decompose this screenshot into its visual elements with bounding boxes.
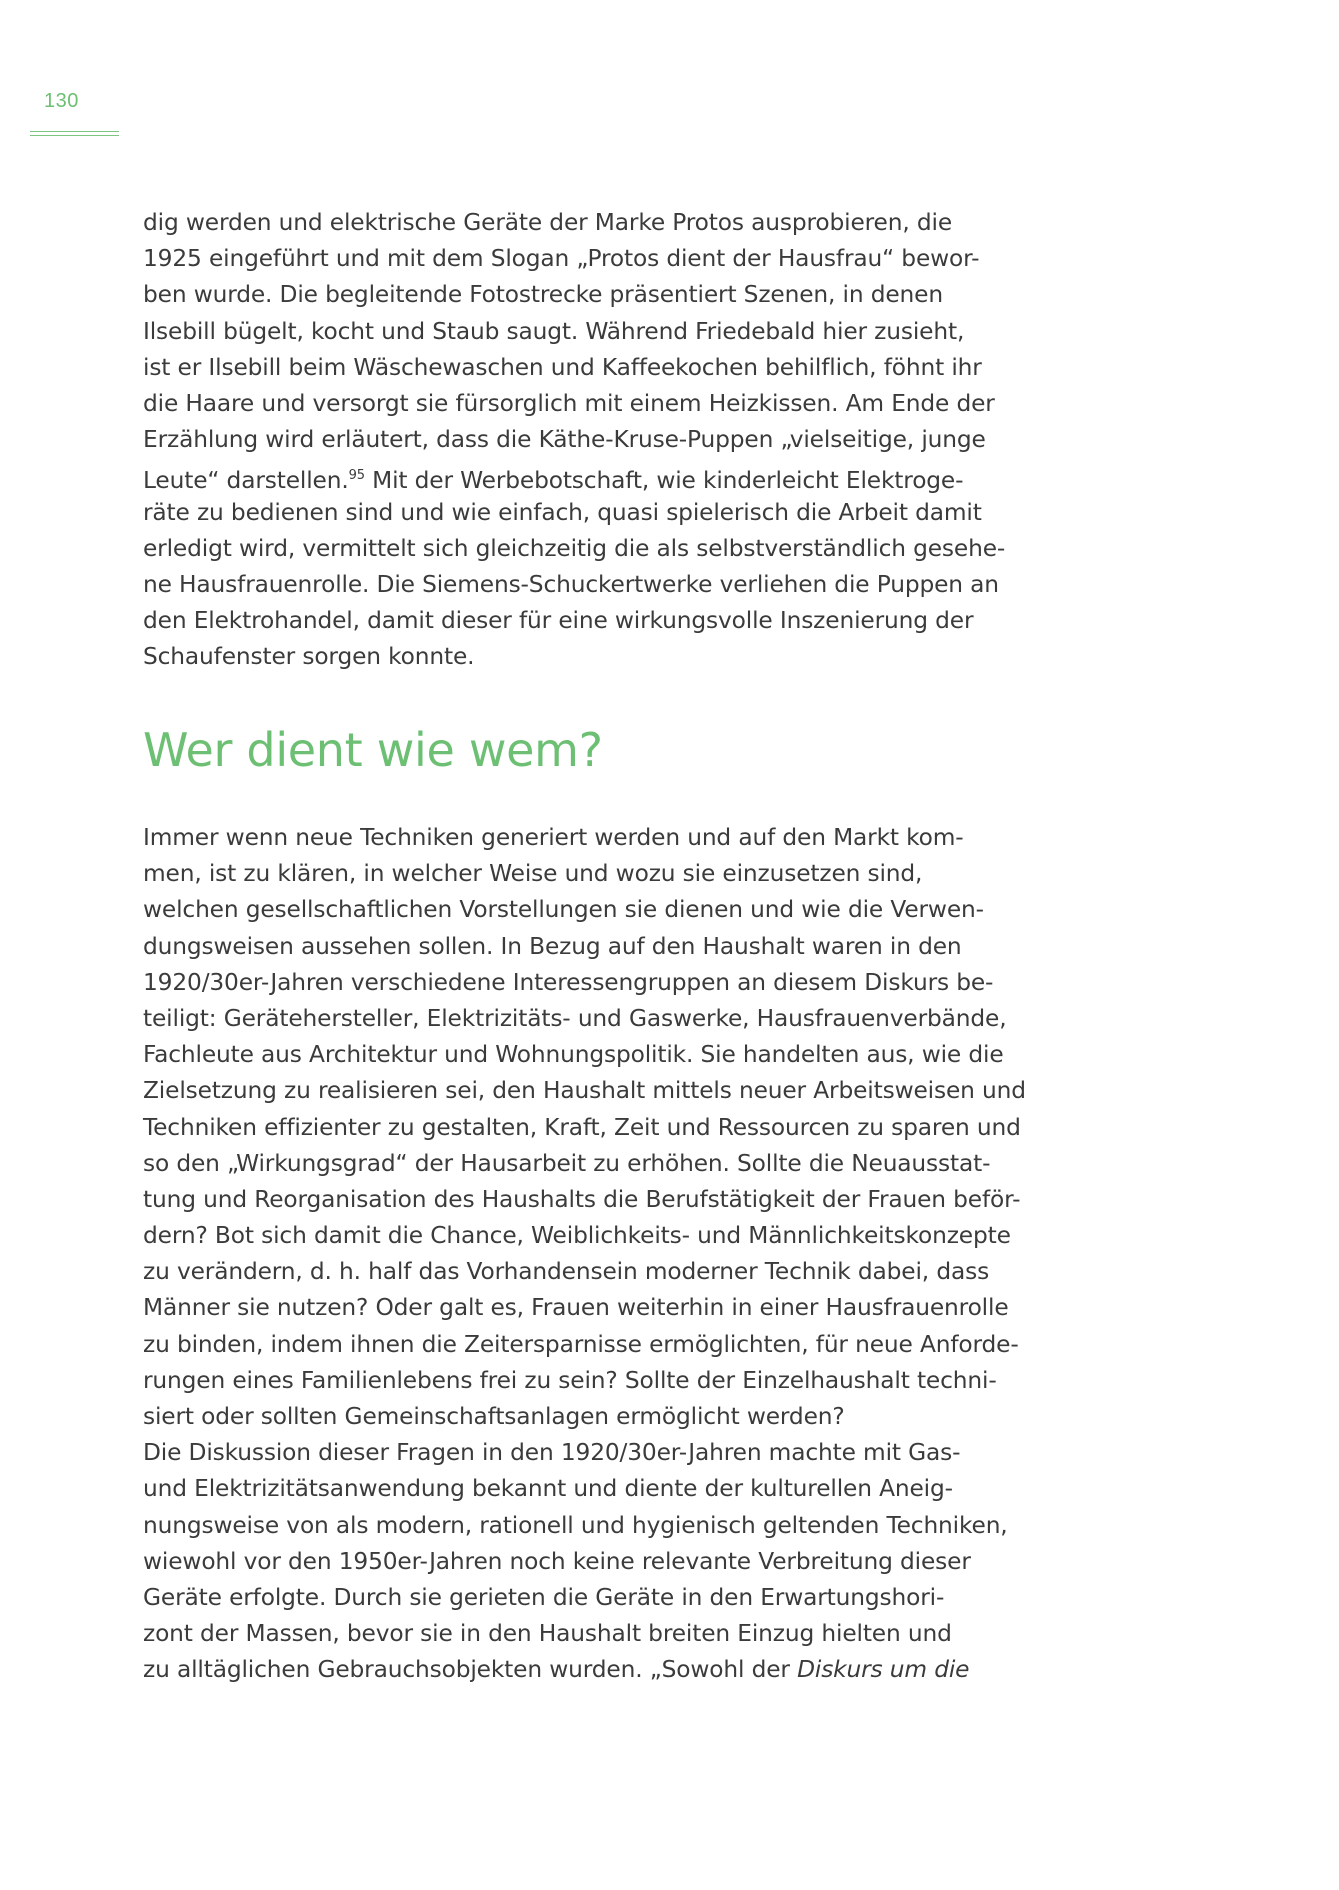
paragraph-2 [143,820,1026,1689]
text-line: zont der Massen, bevor sie in den Haushalt breiten Einzug hielten und [143,1620,952,1648]
text-line-with-footnote [143,458,1005,494]
paragraph-1 [143,205,1005,675]
text-line: Die Diskussion dieser Fragen in den 1920/30er-Jahren machte mit Gas- [143,1439,961,1467]
text-line: rungen eines Familienlebens frei zu sein? Sollte der Einzelhaushalt techni- [143,1366,997,1394]
text-line: Erzählung wird erläutert, dass die Käthe-Kruse-Puppen „vielseitige, junge [143,426,986,454]
text-line: räte zu bedienen sind und wie einfach, quasi spielerisch die Arbeit damit [143,498,982,526]
text-line: ben wurde. Die begleitende Fotostrecke präsentiert Szenen, in denen [143,281,943,309]
text-line: ist er Ilsebill beim Wäschewaschen und Kaffeekochen behilflich, föhnt ihr [143,353,982,381]
text-segment: Leute“ darstellen. [143,467,349,495]
text-line: men, ist zu klären, in welcher Weise und wozu sie einzusetzen sind, [143,860,923,888]
text-line: so den „Wirkungsgrad“ der Hausarbeit zu erhöhen. Sollte die Neuausstat- [143,1149,991,1177]
text-line: dungsweisen aussehen sollen. In Bezug auf den Haushalt waren in den [143,932,962,960]
text-line: siert oder sollten Gemeinschaftsanlagen ermöglicht werden? [143,1403,845,1430]
text-line: welchen gesellschaftlichen Vorstellungen sie dienen und wie die Verwen- [143,896,984,924]
text-line: Geräte erfolgte. Durch sie gerieten die Geräte in den Erwartungshori- [143,1583,945,1611]
text-line: 1920/30er-Jahren verschiedene Interessengruppen an diesem Diskurs be- [143,968,994,996]
text-line: den Elektrohandel, damit dieser für eine wirkungsvolle Inszenierung der [143,607,974,635]
text-line: Fachleute aus Architektur und Wohnungspolitik. Sie handelten aus, wie die [143,1041,1004,1069]
text-line: die Haare und versorgt sie fürsorglich mit einem Heizkissen. Am Ende der [143,389,995,417]
text-line: Immer wenn neue Techniken generiert werden und auf den Markt kom- [143,824,964,851]
text-line-with-italic [143,1652,1026,1688]
header-rule-line-bottom [30,135,119,136]
text-line: dern? Bot sich damit die Chance, Weiblichkeits- und Männlichkeitskonzepte [143,1222,1011,1250]
text-line: Männer sie nutzen? Oder galt es, Frauen weiterhin in einer Hausfrauenrolle [143,1294,1009,1322]
text-line: und Elektrizitätsanwendung bekannt und diente der kulturellen Aneig- [143,1475,953,1503]
text-line: nungsweise von als modern, rationell und hygienisch geltenden Techniken, [143,1511,1008,1539]
page-number: 130 [44,90,79,112]
text-line: teiligt: Gerätehersteller, Elektrizitäts- und Gaswerke, Hausfrauenverbände, [143,1004,1007,1032]
footnote-reference[interactable]: 95 [348,468,365,484]
text-line: Schaufenster sorgen konnte. [143,643,475,671]
text-segment: Mit der Werbebotschaft, wie kinderleicht Elektroge- [364,467,964,495]
text-line: Techniken effizienter zu gestalten, Kraft, Zeit und Ressourcen zu sparen und [143,1113,1021,1141]
text-line: 1925 eingeführt und mit dem Slogan „Protos dient der Hausfrau“ bewor- [143,245,980,273]
header-rule-line-top [30,131,119,132]
italic-segment: Diskurs um die [797,1656,970,1684]
text-line: dig werden und elektrische Geräte der Marke Protos ausprobieren, die [143,209,953,236]
text-line: ne Hausfrauenrolle. Die Siemens-Schuckertwerke verliehen die Puppen an [143,570,999,598]
text-line: zu binden, indem ihnen die Zeitersparnisse ermöglichten, für neue Anforde- [143,1330,1019,1358]
text-line: zu verändern, d. h. half das Vorhandensein moderner Technik dabei, dass [143,1258,990,1286]
text-segment: zu alltäglichen Gebrauchsobjekten wurden. „Sowohl der [143,1656,798,1684]
text-line: erledigt wird, vermittelt sich gleichzeitig die als selbstverständlich gesehe- [143,534,1006,562]
text-line: wiewohl vor den 1950er-Jahren noch keine relevante Verbreitung dieser [143,1547,971,1575]
section-heading: Wer dient wie wem? [143,723,603,777]
text-line: Ilsebill bügelt, kocht und Staub saugt. Während Friedebald hier zusieht, [143,317,965,345]
text-line: Zielsetzung zu realisieren sei, den Haushalt mittels neuer Arbeitsweisen und [143,1077,1026,1105]
text-line: tung und Reorganisation des Haushalts die Berufstätigkeit der Frauen beför- [143,1185,1021,1213]
